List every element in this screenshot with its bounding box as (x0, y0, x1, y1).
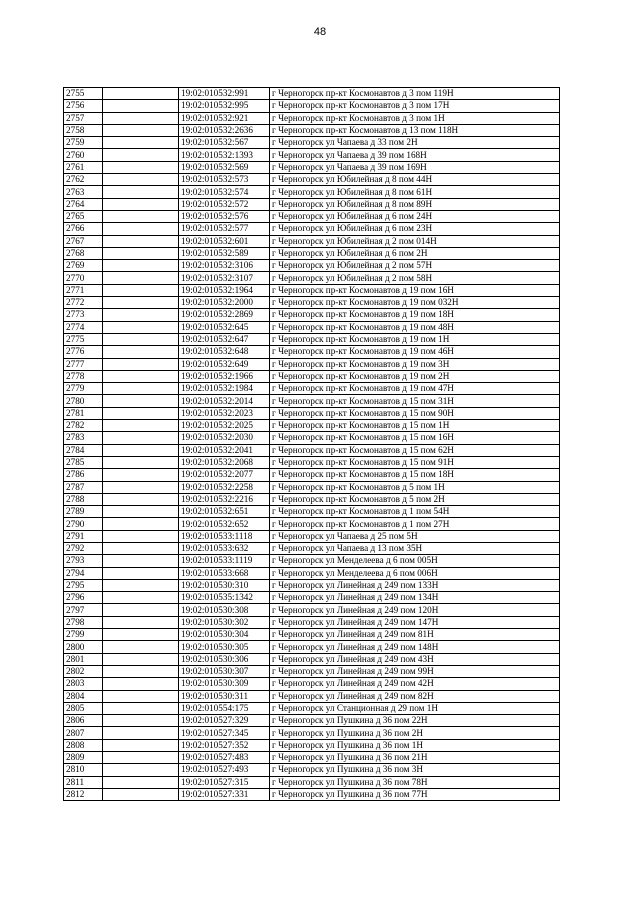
cadastral-number-cell: 19:02:010532:2025 (179, 420, 270, 432)
table-row (64, 481, 560, 493)
table-row (64, 161, 560, 173)
row-number-cell: 2794 (64, 567, 103, 579)
blank-cell (103, 284, 179, 296)
row-number-cell: 2761 (64, 161, 103, 173)
table-row (64, 149, 560, 161)
table-row (64, 493, 560, 505)
table-row (64, 629, 560, 641)
table-row (64, 764, 560, 776)
blank-cell (103, 432, 179, 444)
table-row (64, 776, 560, 788)
blank-cell (103, 198, 179, 210)
cadastral-number-cell: 19:02:010530:306 (179, 653, 270, 665)
address-cell: г Черногорск ул Линейная д 249 пом 43Н (270, 653, 560, 665)
address-cell: г Черногорск пр-кт Космонавтов д 1 пом 27Н (270, 518, 560, 530)
address-cell: г Черногорск пр-кт Космонавтов д 5 пом 2Н (270, 493, 560, 505)
address-cell: г Черногорск пр-кт Космонавтов д 15 пом 91Н (270, 456, 560, 468)
address-cell: г Черногорск ул Юбилейная д 6 пом 23Н (270, 223, 560, 235)
row-number-cell: 2804 (64, 690, 103, 702)
row-number-cell: 2780 (64, 395, 103, 407)
cadastral-number-cell: 19:02:010532:573 (179, 174, 270, 186)
cadastral-number-cell: 19:02:010532:3107 (179, 272, 270, 284)
address-cell: г Черногорск ул Пушкина д 36 пом 21Н (270, 752, 560, 764)
table-row (64, 555, 560, 567)
address-cell: г Черногорск пр-кт Космонавтов д 19 пом 3Н (270, 358, 560, 370)
blank-cell (103, 493, 179, 505)
blank-cell (103, 764, 179, 776)
table-row (64, 444, 560, 456)
row-number-cell: 2769 (64, 260, 103, 272)
blank-cell (103, 235, 179, 247)
row-number-cell: 2799 (64, 629, 103, 641)
blank-cell (103, 530, 179, 542)
cadastral-number-cell: 19:02:010532:2041 (179, 444, 270, 456)
address-cell: г Черногорск ул Юбилейная д 6 пом 24Н (270, 210, 560, 222)
table-row (64, 346, 560, 358)
table-row (64, 112, 560, 124)
table-row (64, 383, 560, 395)
cadastral-number-cell: 19:02:010532:995 (179, 100, 270, 112)
blank-cell (103, 641, 179, 653)
address-cell: г Черногорск ул Линейная д 249 пом 134Н (270, 592, 560, 604)
row-number-cell: 2787 (64, 481, 103, 493)
cadastral-number-cell: 19:02:010532:1966 (179, 370, 270, 382)
address-cell: г Черногорск пр-кт Космонавтов д 15 пом 62Н (270, 444, 560, 456)
address-cell: г Черногорск ул Линейная д 249 пом 147Н (270, 616, 560, 628)
address-cell: г Черногорск пр-кт Космонавтов д 1 пом 54Н (270, 506, 560, 518)
table-row (64, 506, 560, 518)
blank-cell (103, 112, 179, 124)
table-row (64, 100, 560, 112)
cadastral-number-cell: 19:02:010530:308 (179, 604, 270, 616)
blank-cell (103, 616, 179, 628)
cadastral-number-cell: 19:02:010532:921 (179, 112, 270, 124)
table-row (64, 88, 560, 100)
blank-cell (103, 653, 179, 665)
row-number-cell: 2782 (64, 420, 103, 432)
table-row (64, 788, 560, 800)
blank-cell (103, 665, 179, 677)
registry-body (64, 88, 560, 801)
blank-cell (103, 309, 179, 321)
row-number-cell: 2773 (64, 309, 103, 321)
row-number-cell: 2759 (64, 137, 103, 149)
cadastral-number-cell: 19:02:010533:632 (179, 542, 270, 554)
cadastral-number-cell: 19:02:010554:175 (179, 702, 270, 714)
row-number-cell: 2795 (64, 579, 103, 591)
cadastral-number-cell: 19:02:010532:991 (179, 88, 270, 100)
cadastral-number-cell: 19:02:010532:601 (179, 235, 270, 247)
blank-cell (103, 383, 179, 395)
address-cell: г Черногорск ул Станционная д 29 пом 1Н (270, 702, 560, 714)
address-cell: г Черногорск ул Чапаева д 13 пом 35Н (270, 542, 560, 554)
address-cell: г Черногорск ул Юбилейная д 8 пом 61Н (270, 186, 560, 198)
cadastral-number-cell: 19:02:010532:2636 (179, 124, 270, 136)
cadastral-number-cell: 19:02:010532:577 (179, 223, 270, 235)
address-cell: г Черногорск пр-кт Космонавтов д 3 пом 17Н (270, 100, 560, 112)
blank-cell (103, 481, 179, 493)
blank-cell (103, 506, 179, 518)
table-row (64, 174, 560, 186)
row-number-cell: 2768 (64, 247, 103, 259)
blank-cell (103, 272, 179, 284)
table-row (64, 124, 560, 136)
table-row (64, 223, 560, 235)
table-row (64, 690, 560, 702)
cadastral-number-cell: 19:02:010527:331 (179, 788, 270, 800)
table-row (64, 321, 560, 333)
row-number-cell: 2788 (64, 493, 103, 505)
address-cell: г Черногорск пр-кт Космонавтов д 3 пом 119Н (270, 88, 560, 100)
table-row (64, 235, 560, 247)
table-row (64, 260, 560, 272)
table-row (64, 579, 560, 591)
blank-cell (103, 444, 179, 456)
row-number-cell: 2798 (64, 616, 103, 628)
blank-cell (103, 161, 179, 173)
address-cell: г Черногорск пр-кт Космонавтов д 19 пом 032Н (270, 297, 560, 309)
table-row (64, 665, 560, 677)
table-row (64, 653, 560, 665)
table-row (64, 247, 560, 259)
page-number: 48 (313, 26, 327, 38)
row-number-cell: 2766 (64, 223, 103, 235)
table-row (64, 752, 560, 764)
row-number-cell: 2760 (64, 149, 103, 161)
address-cell: г Черногорск пр-кт Космонавтов д 15 пом 18Н (270, 469, 560, 481)
row-number-cell: 2786 (64, 469, 103, 481)
blank-cell (103, 358, 179, 370)
blank-cell (103, 174, 179, 186)
cadastral-number-cell: 19:02:010532:569 (179, 161, 270, 173)
blank-cell (103, 752, 179, 764)
blank-cell (103, 690, 179, 702)
row-number-cell: 2778 (64, 370, 103, 382)
cadastral-number-cell: 19:02:010530:311 (179, 690, 270, 702)
cadastral-number-cell: 19:02:010532:648 (179, 346, 270, 358)
table-row (64, 456, 560, 468)
blank-cell (103, 370, 179, 382)
address-cell: г Черногорск пр-кт Космонавтов д 19 пом 1Н (270, 333, 560, 345)
address-cell: г Черногорск пр-кт Космонавтов д 19 пом 46Н (270, 346, 560, 358)
table-row (64, 616, 560, 628)
address-cell: г Черногорск пр-кт Космонавтов д 19 пом 16Н (270, 284, 560, 296)
address-cell: г Черногорск ул Пушкина д 36 пом 22Н (270, 715, 560, 727)
row-number-cell: 2771 (64, 284, 103, 296)
row-number-cell: 2755 (64, 88, 103, 100)
address-cell: г Черногорск пр-кт Космонавтов д 19 пом 18Н (270, 309, 560, 321)
table-row (64, 420, 560, 432)
table-row (64, 333, 560, 345)
cadastral-number-cell: 19:02:010532:2068 (179, 456, 270, 468)
address-cell: г Черногорск пр-кт Космонавтов д 15 пом 16Н (270, 432, 560, 444)
blank-cell (103, 247, 179, 259)
table-row (64, 678, 560, 690)
row-number-cell: 2779 (64, 383, 103, 395)
address-cell: г Черногорск пр-кт Космонавтов д 19 пом 48Н (270, 321, 560, 333)
row-number-cell: 2797 (64, 604, 103, 616)
cadastral-number-cell: 19:02:010532:2023 (179, 407, 270, 419)
row-number-cell: 2774 (64, 321, 103, 333)
table-row (64, 358, 560, 370)
table-row (64, 641, 560, 653)
cadastral-number-cell: 19:02:010532:651 (179, 506, 270, 518)
address-cell: г Черногорск ул Юбилейная д 8 пом 44Н (270, 174, 560, 186)
cadastral-number-cell: 19:02:010530:304 (179, 629, 270, 641)
row-number-cell: 2785 (64, 456, 103, 468)
blank-cell (103, 702, 179, 714)
address-cell: г Черногорск пр-кт Космонавтов д 19 пом 47Н (270, 383, 560, 395)
table-row (64, 370, 560, 382)
table-row (64, 198, 560, 210)
cadastral-number-cell: 19:02:010530:310 (179, 579, 270, 591)
cadastral-number-cell: 19:02:010532:649 (179, 358, 270, 370)
cadastral-number-cell: 19:02:010532:576 (179, 210, 270, 222)
cadastral-number-cell: 19:02:010532:647 (179, 333, 270, 345)
row-number-cell: 2762 (64, 174, 103, 186)
cadastral-number-cell: 19:02:010532:3106 (179, 260, 270, 272)
blank-cell (103, 715, 179, 727)
blank-cell (103, 456, 179, 468)
address-cell: г Черногорск пр-кт Космонавтов д 19 пом 2Н (270, 370, 560, 382)
table-row (64, 432, 560, 444)
address-cell: г Черногорск ул Пушкина д 36 пом 2Н (270, 727, 560, 739)
row-number-cell: 2811 (64, 776, 103, 788)
row-number-cell: 2784 (64, 444, 103, 456)
cadastral-number-cell: 19:02:010532:1964 (179, 284, 270, 296)
cadastral-number-cell: 19:02:010530:307 (179, 665, 270, 677)
blank-cell (103, 567, 179, 579)
row-number-cell: 2792 (64, 542, 103, 554)
blank-cell (103, 260, 179, 272)
row-number-cell: 2775 (64, 333, 103, 345)
row-number-cell: 2808 (64, 739, 103, 751)
table-row (64, 297, 560, 309)
blank-cell (103, 149, 179, 161)
table-row (64, 567, 560, 579)
cadastral-number-cell: 19:02:010535:1342 (179, 592, 270, 604)
blank-cell (103, 137, 179, 149)
row-number-cell: 2772 (64, 297, 103, 309)
blank-cell (103, 739, 179, 751)
cadastral-number-cell: 19:02:010527:345 (179, 727, 270, 739)
blank-cell (103, 788, 179, 800)
address-cell: г Черногорск ул Чапаева д 25 пом 5Н (270, 530, 560, 542)
address-cell: г Черногорск ул Пушкина д 36 пом 1Н (270, 739, 560, 751)
row-number-cell: 2776 (64, 346, 103, 358)
cadastral-number-cell: 19:02:010527:483 (179, 752, 270, 764)
blank-cell (103, 210, 179, 222)
table-row (64, 272, 560, 284)
blank-cell (103, 579, 179, 591)
table-row (64, 210, 560, 222)
blank-cell (103, 420, 179, 432)
cadastral-number-cell: 19:02:010532:2000 (179, 297, 270, 309)
row-number-cell: 2758 (64, 124, 103, 136)
cadastral-number-cell: 19:02:010527:493 (179, 764, 270, 776)
cadastral-number-cell: 19:02:010527:329 (179, 715, 270, 727)
row-number-cell: 2767 (64, 235, 103, 247)
property-registry-table (63, 87, 560, 801)
address-cell: г Черногорск ул Менделеева д 6 пом 005Н (270, 555, 560, 567)
blank-cell (103, 223, 179, 235)
row-number-cell: 2756 (64, 100, 103, 112)
cadastral-number-cell: 19:02:010530:302 (179, 616, 270, 628)
address-cell: г Черногорск ул Чапаева д 33 пом 2Н (270, 137, 560, 149)
blank-cell (103, 88, 179, 100)
blank-cell (103, 469, 179, 481)
address-cell: г Черногорск пр-кт Космонавтов д 13 пом 118Н (270, 124, 560, 136)
row-number-cell: 2770 (64, 272, 103, 284)
row-number-cell: 2765 (64, 210, 103, 222)
row-number-cell: 2777 (64, 358, 103, 370)
address-cell: г Черногорск пр-кт Космонавтов д 15 пом 1Н (270, 420, 560, 432)
row-number-cell: 2801 (64, 653, 103, 665)
address-cell: г Черногорск ул Линейная д 249 пом 148Н (270, 641, 560, 653)
blank-cell (103, 407, 179, 419)
table-row (64, 542, 560, 554)
row-number-cell: 2802 (64, 665, 103, 677)
row-number-cell: 2800 (64, 641, 103, 653)
row-number-cell: 2790 (64, 518, 103, 530)
cadastral-number-cell: 19:02:010532:2077 (179, 469, 270, 481)
row-number-cell: 2791 (64, 530, 103, 542)
table-row (64, 604, 560, 616)
cadastral-number-cell: 19:02:010532:589 (179, 247, 270, 259)
address-cell: г Черногорск пр-кт Космонавтов д 3 пом 1Н (270, 112, 560, 124)
blank-cell (103, 518, 179, 530)
row-number-cell: 2764 (64, 198, 103, 210)
blank-cell (103, 776, 179, 788)
address-cell: г Черногорск ул Юбилейная д 2 пом 014Н (270, 235, 560, 247)
address-cell: г Черногорск ул Юбилейная д 8 пом 89Н (270, 198, 560, 210)
cadastral-number-cell: 19:02:010532:574 (179, 186, 270, 198)
table-row (64, 518, 560, 530)
blank-cell (103, 592, 179, 604)
row-number-cell: 2803 (64, 678, 103, 690)
cadastral-number-cell: 19:02:010532:1984 (179, 383, 270, 395)
address-cell: г Черногорск ул Чапаева д 39 пом 169Н (270, 161, 560, 173)
address-cell: г Черногорск ул Пушкина д 36 пом 3Н (270, 764, 560, 776)
row-number-cell: 2807 (64, 727, 103, 739)
blank-cell (103, 727, 179, 739)
blank-cell (103, 604, 179, 616)
address-cell: г Черногорск ул Менделеева д 6 пом 006Н (270, 567, 560, 579)
cadastral-number-cell: 19:02:010532:1393 (179, 149, 270, 161)
address-cell: г Черногорск ул Юбилейная д 6 пом 2Н (270, 247, 560, 259)
row-number-cell: 2781 (64, 407, 103, 419)
blank-cell (103, 678, 179, 690)
address-cell: г Черногорск ул Чапаева д 39 пом 168Н (270, 149, 560, 161)
cadastral-number-cell: 19:02:010532:652 (179, 518, 270, 530)
blank-cell (103, 542, 179, 554)
table-row (64, 395, 560, 407)
address-cell: г Черногорск ул Линейная д 249 пом 120Н (270, 604, 560, 616)
table-row (64, 727, 560, 739)
row-number-cell: 2793 (64, 555, 103, 567)
blank-cell (103, 186, 179, 198)
row-number-cell: 2783 (64, 432, 103, 444)
address-cell: г Черногорск пр-кт Космонавтов д 15 пом 31Н (270, 395, 560, 407)
address-cell: г Черногорск ул Пушкина д 36 пом 77Н (270, 788, 560, 800)
row-number-cell: 2757 (64, 112, 103, 124)
blank-cell (103, 333, 179, 345)
table-row (64, 592, 560, 604)
table-row (64, 137, 560, 149)
blank-cell (103, 297, 179, 309)
cadastral-number-cell: 19:02:010530:309 (179, 678, 270, 690)
address-cell: г Черногорск ул Линейная д 249 пом 81Н (270, 629, 560, 641)
blank-cell (103, 629, 179, 641)
row-number-cell: 2763 (64, 186, 103, 198)
row-number-cell: 2805 (64, 702, 103, 714)
cadastral-number-cell: 19:02:010527:352 (179, 739, 270, 751)
cadastral-number-cell: 19:02:010532:2216 (179, 493, 270, 505)
address-cell: г Черногорск пр-кт Космонавтов д 5 пом 1Н (270, 481, 560, 493)
cadastral-number-cell: 19:02:010527:315 (179, 776, 270, 788)
row-number-cell: 2796 (64, 592, 103, 604)
table-row (64, 530, 560, 542)
table-row (64, 186, 560, 198)
cadastral-number-cell: 19:02:010533:1118 (179, 530, 270, 542)
table-row (64, 284, 560, 296)
row-number-cell: 2809 (64, 752, 103, 764)
table-row (64, 407, 560, 419)
cadastral-number-cell: 19:02:010530:305 (179, 641, 270, 653)
table-row (64, 309, 560, 321)
blank-cell (103, 321, 179, 333)
blank-cell (103, 395, 179, 407)
address-cell: г Черногорск ул Юбилейная д 2 пом 58Н (270, 272, 560, 284)
row-number-cell: 2789 (64, 506, 103, 518)
address-cell: г Черногорск ул Линейная д 249 пом 99Н (270, 665, 560, 677)
address-cell: г Черногорск ул Линейная д 249 пом 133Н (270, 579, 560, 591)
table-row (64, 739, 560, 751)
row-number-cell: 2810 (64, 764, 103, 776)
row-number-cell: 2806 (64, 715, 103, 727)
cadastral-number-cell: 19:02:010532:572 (179, 198, 270, 210)
cadastral-number-cell: 19:02:010532:2869 (179, 309, 270, 321)
cadastral-number-cell: 19:02:010532:567 (179, 137, 270, 149)
cadastral-number-cell: 19:02:010532:2014 (179, 395, 270, 407)
cadastral-number-cell: 19:02:010533:1119 (179, 555, 270, 567)
table-row (64, 715, 560, 727)
table-row (64, 702, 560, 714)
blank-cell (103, 100, 179, 112)
address-cell: г Черногорск ул Линейная д 249 пом 42Н (270, 678, 560, 690)
table-row (64, 469, 560, 481)
cadastral-number-cell: 19:02:010532:2258 (179, 481, 270, 493)
address-cell: г Черногорск пр-кт Космонавтов д 15 пом 90Н (270, 407, 560, 419)
address-cell: г Черногорск ул Линейная д 249 пом 82Н (270, 690, 560, 702)
cadastral-number-cell: 19:02:010532:2030 (179, 432, 270, 444)
blank-cell (103, 346, 179, 358)
cadastral-number-cell: 19:02:010533:668 (179, 567, 270, 579)
row-number-cell: 2812 (64, 788, 103, 800)
address-cell: г Черногорск ул Пушкина д 36 пом 78Н (270, 776, 560, 788)
cadastral-number-cell: 19:02:010532:645 (179, 321, 270, 333)
blank-cell (103, 555, 179, 567)
blank-cell (103, 124, 179, 136)
address-cell: г Черногорск ул Юбилейная д 2 пом 57Н (270, 260, 560, 272)
